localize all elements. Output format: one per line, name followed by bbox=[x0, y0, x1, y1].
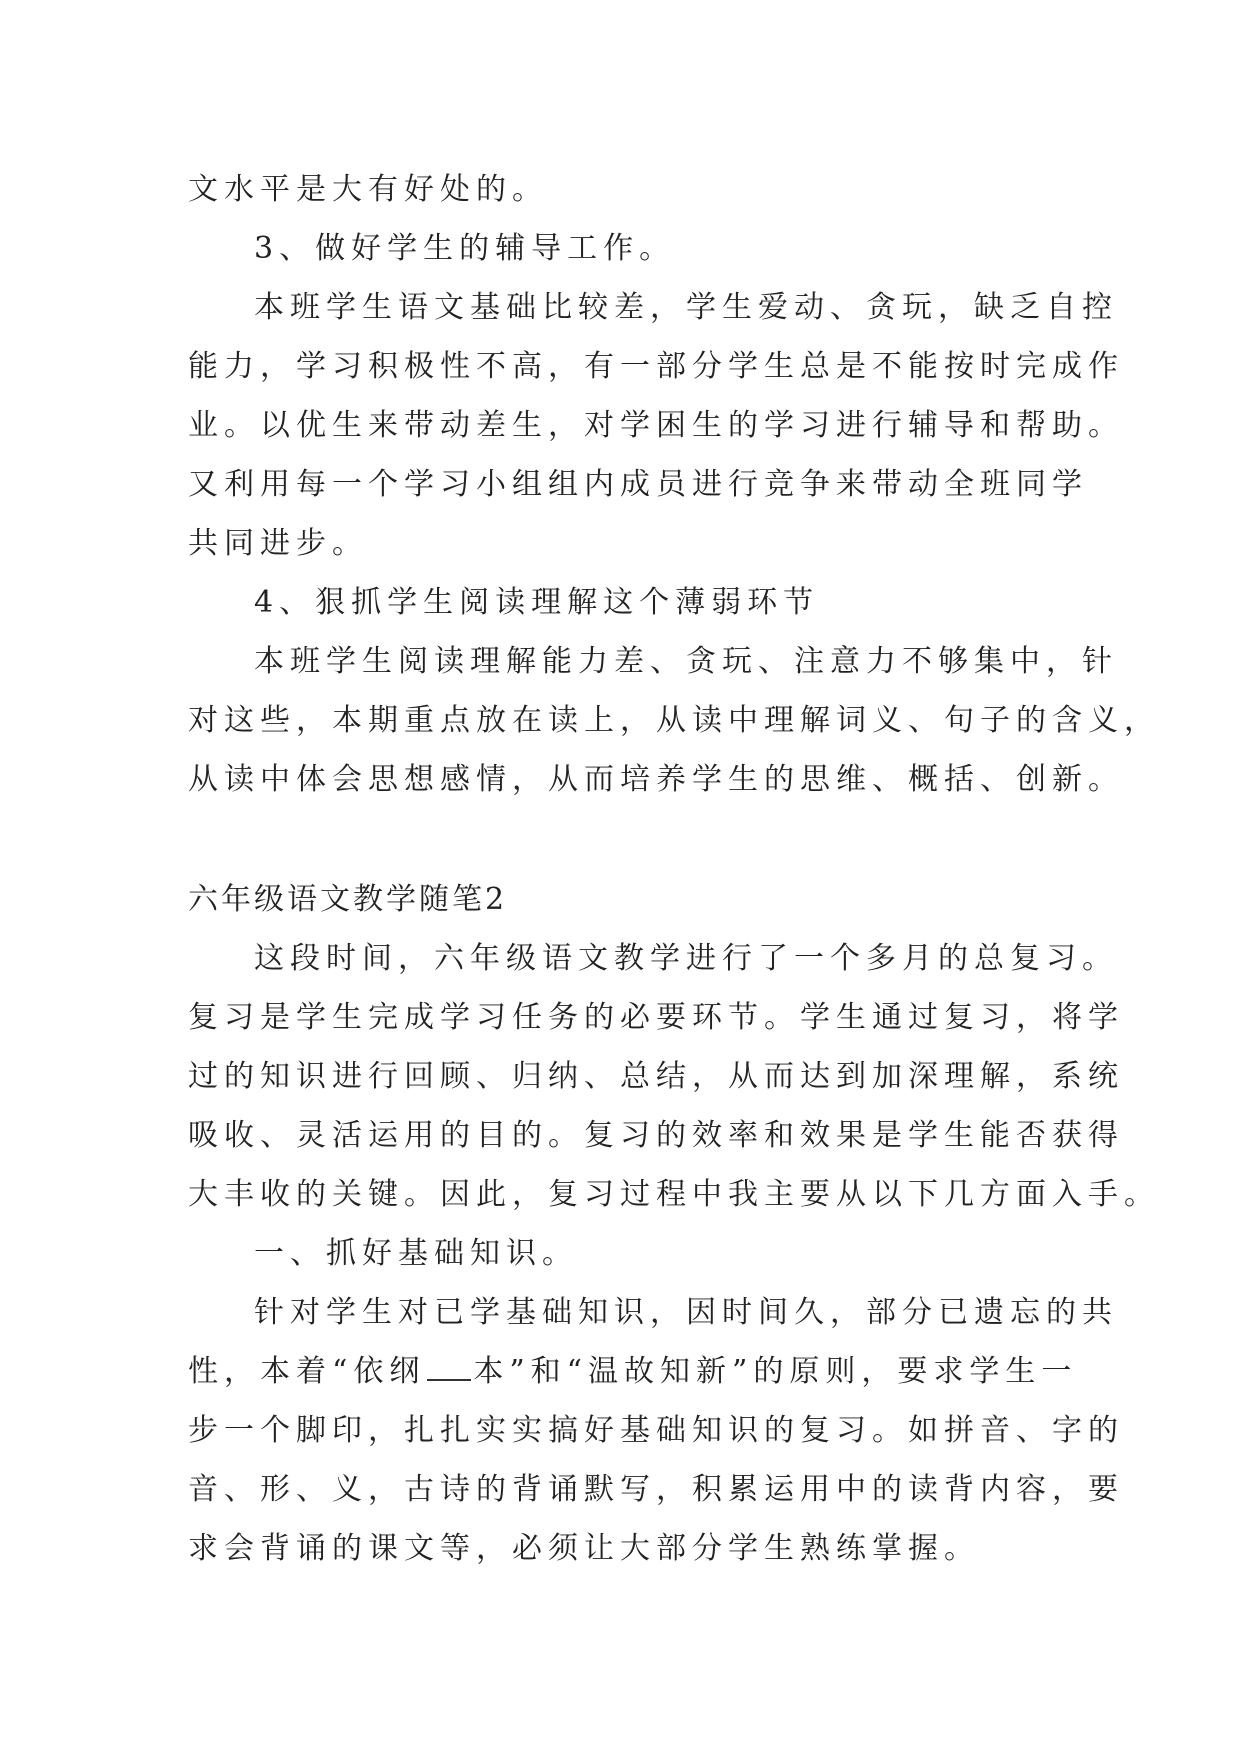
text-after-blank: 本”和“温故知新”的原则，要求学生一 bbox=[473, 1354, 1078, 1389]
list-item-heading: 3、做好学生的辅导工作。 bbox=[254, 231, 676, 266]
text-before-blank: 性，本着“依纲 bbox=[188, 1354, 426, 1389]
paragraph-line: 本班学生阅读理解能力差、贪玩、注意力不够集中，针 bbox=[254, 644, 1118, 679]
paragraph-line: 步一个脚印，扎扎实实搞好基础知识的复习。如拼音、字的 bbox=[188, 1413, 1124, 1448]
paragraph-line: 过的知识进行回顾、归纳、总结，从而达到加深理解，系统 bbox=[188, 1059, 1124, 1094]
paragraph-line: 对这些，本期重点放在读上，从读中理解词义、句子的含义， bbox=[188, 703, 1160, 738]
paragraph-line: 音、形、义，古诗的背诵默写，积累运用中的读背内容，要 bbox=[188, 1472, 1124, 1507]
document-body bbox=[188, 160, 1160, 1578]
paragraph-line: 业。以优生来带动差生，对学困生的学习进行辅导和帮助。 bbox=[188, 408, 1124, 443]
paragraph-line: 复习是学生完成学习任务的必要环节。学生通过复习，将学 bbox=[188, 1000, 1124, 1035]
paragraph-line: 针对学生对已学基础知识，因时间久，部分已遗忘的共 bbox=[254, 1295, 1118, 1330]
paragraph-line: 求会背诵的课文等，必须让大部分学生熟练掌握。 bbox=[188, 1531, 980, 1566]
section-gap bbox=[188, 809, 1073, 870]
paragraph-line: 从读中体会思想感情，从而培养学生的思维、概括、创新。 bbox=[188, 762, 1124, 797]
list-item-heading: 一、抓好基础知识。 bbox=[254, 1236, 578, 1271]
paragraph-line: 本班学生语文基础比较差，学生爱动、贪玩，缺乏自控 bbox=[254, 290, 1118, 325]
underline-blank bbox=[427, 1357, 471, 1381]
list-item-heading: 4、狠抓学生阅读理解这个薄弱环节 bbox=[254, 585, 820, 620]
paragraph-line: 共同进步。 bbox=[188, 526, 368, 561]
paragraph-line: 大丰收的关键。因此，复习过程中我主要从以下几方面入手。 bbox=[188, 1177, 1160, 1212]
paragraph-line: 文水平是大有好处的。 bbox=[188, 172, 548, 207]
paragraph-line: 这段时间，六年级语文教学进行了一个多月的总复习。 bbox=[254, 941, 1118, 976]
paragraph-line-with-blank bbox=[188, 1342, 1078, 1401]
paragraph-line: 又利用每一个学习小组组内成员进行竞争来带动全班同学 bbox=[188, 467, 1088, 502]
paragraph-line: 能力，学习积极性不高，有一部分学生总是不能按时完成作 bbox=[188, 349, 1124, 384]
section-title: 六年级语文教学随笔2 bbox=[188, 882, 508, 917]
paragraph-line: 吸收、灵活运用的目的。复习的效率和效果是学生能否获得 bbox=[188, 1118, 1124, 1153]
